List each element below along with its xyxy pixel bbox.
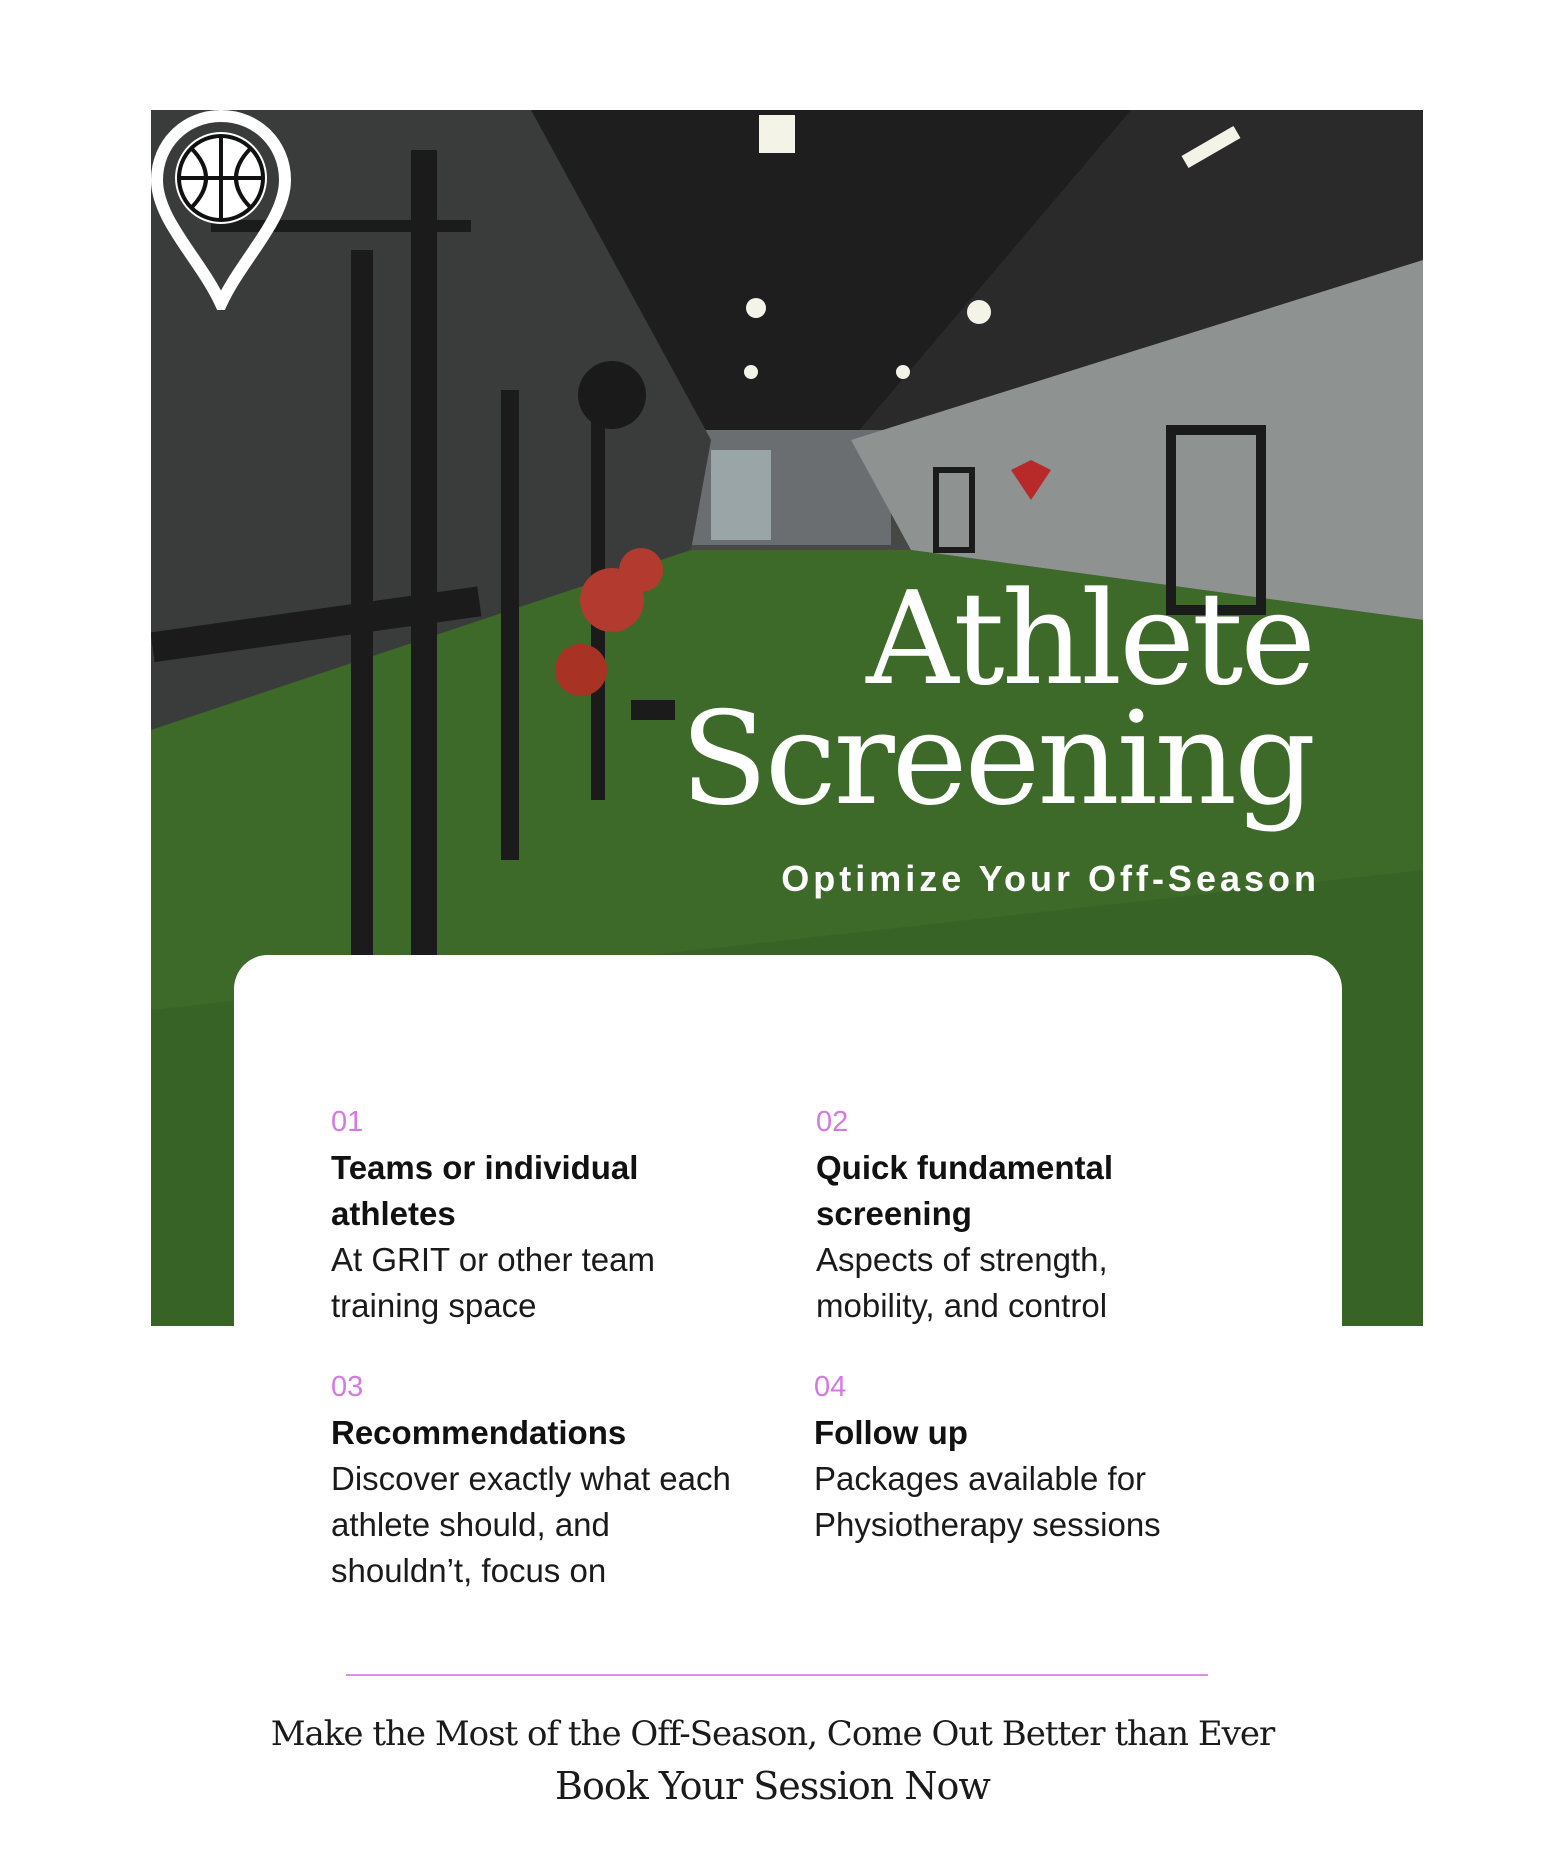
feature-number: 04: [814, 1371, 847, 1403]
divider-line: [346, 1674, 1208, 1676]
feature-description: At GRIT or other team training space: [331, 1241, 656, 1324]
feature-item-3: [331, 1371, 731, 1594]
feature-item-2: [816, 1106, 1216, 1329]
book-session-cta[interactable]: Book Your Session Now: [555, 1764, 990, 1808]
feature-heading: Quick fundamental screening: [816, 1149, 1114, 1232]
features-card: [234, 955, 1342, 1615]
feature-number: 03: [331, 1371, 364, 1403]
footer-tagline: Make the Most of the Off-Season, Come Out Better than Ever: [270, 1714, 1275, 1754]
feature-number: 01: [331, 1106, 364, 1138]
basketball-location-pin-icon: [151, 110, 291, 310]
feature-number: 02: [816, 1106, 849, 1138]
feature-item-1: [331, 1106, 731, 1329]
feature-description: Packages available for Physiotherapy sessions: [814, 1460, 1161, 1543]
hero-title-line1: Athlete: [866, 565, 1313, 714]
feature-item-4: [814, 1371, 1214, 1548]
hero-title: [680, 565, 1313, 834]
feature-heading: Follow up: [814, 1414, 968, 1451]
feature-description: Discover exactly what each athlete should, and shouldn’t, focus on: [331, 1460, 731, 1589]
hero-subtitle: Optimize Your Off-Season: [781, 858, 1320, 899]
hero-title-line2: Screening: [680, 685, 1313, 834]
feature-heading: Recommendations: [331, 1414, 627, 1451]
feature-description: Aspects of strength, mobility, and control: [816, 1241, 1108, 1324]
feature-heading: Teams or individual athletes: [331, 1149, 639, 1232]
